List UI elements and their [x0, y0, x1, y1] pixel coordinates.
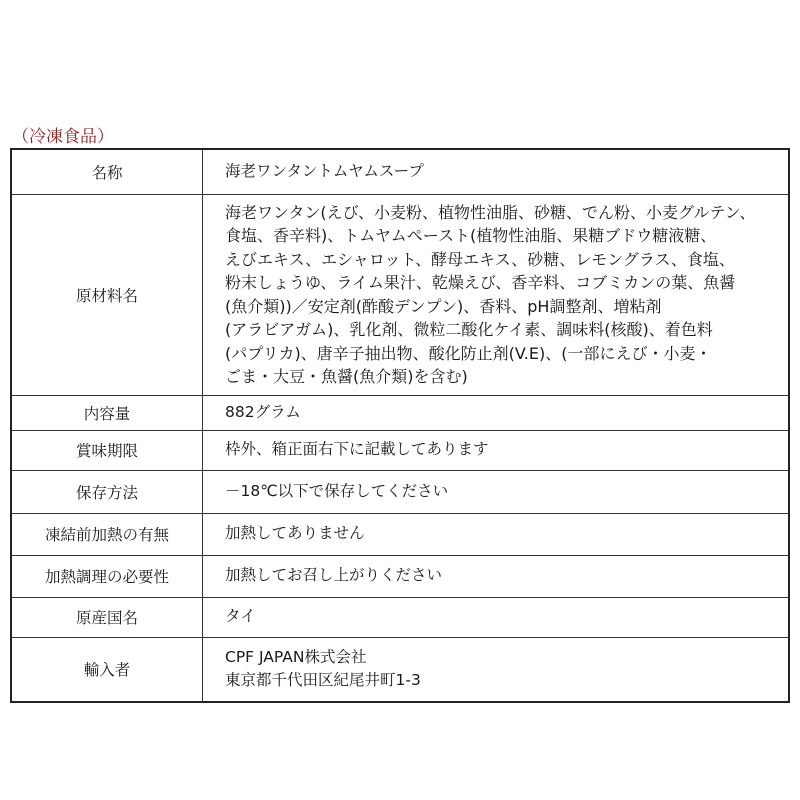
value-best-before: 枠外、箱正面右下に記載してあります — [203, 430, 790, 470]
label-storage: 保存方法 — [11, 470, 203, 513]
frozen-food-caption: （冷凍食品） — [12, 127, 114, 147]
value-cooking: 加熱してお召し上がりください — [203, 555, 790, 597]
label-best-before: 賞味期限 — [11, 430, 203, 470]
value-preheated: 加熱してありません — [203, 513, 790, 555]
label-origin: 原産国名 — [11, 597, 203, 637]
label-preheated: 凍結前加熱の有無 — [11, 513, 203, 555]
value-contents: 882グラム — [203, 395, 790, 430]
row-name — [11, 149, 789, 194]
row-origin — [11, 597, 789, 637]
food-label-table — [10, 148, 790, 703]
value-ingredients: 海老ワンタン(えび、小麦粉、植物性油脂、砂糖、でん粉、小麦グルテン、 食塩、香辛料)、トムヤムペースト(植物性油脂、果糖ブドウ糖液糖、 えびエキス、エシャロット、酵母エキス、砂糖、レモングラス、食塩、 粉末しょうゆ、ライム果汁、乾燥えび、香辛料、コブミカンの葉、魚醤 (魚介類))／安定剤(酢酸デンプン)、香料、pH調整剤、増粘剤 (アラビアガム)、乳化剤、微粒二酸化ケイ素、調味料(核酸)、着色料 (パプリカ)、唐辛子抽出物、酸化防止剤(V.E)、(一部にえび・小麦・ ごま・大豆・魚醤(魚介類)を含む) — [203, 194, 790, 395]
row-ingredients — [11, 194, 789, 395]
value-storage: －18℃以下で保存してください — [203, 470, 790, 513]
label-contents: 内容量 — [11, 395, 203, 430]
row-importer — [11, 637, 789, 702]
label-cooking: 加熱調理の必要性 — [11, 555, 203, 597]
value-importer: CPF JAPAN株式会社 東京都千代田区紀尾井町1-3 — [203, 637, 790, 702]
row-preheated — [11, 513, 789, 555]
label-name: 名称 — [11, 149, 203, 194]
row-storage — [11, 470, 789, 513]
label-ingredients: 原材料名 — [11, 194, 203, 395]
row-best-before — [11, 430, 789, 470]
value-origin: タイ — [203, 597, 790, 637]
value-name: 海老ワンタントムヤムスープ — [203, 149, 790, 194]
row-cooking — [11, 555, 789, 597]
label-importer: 輸入者 — [11, 637, 203, 702]
row-contents — [11, 395, 789, 430]
